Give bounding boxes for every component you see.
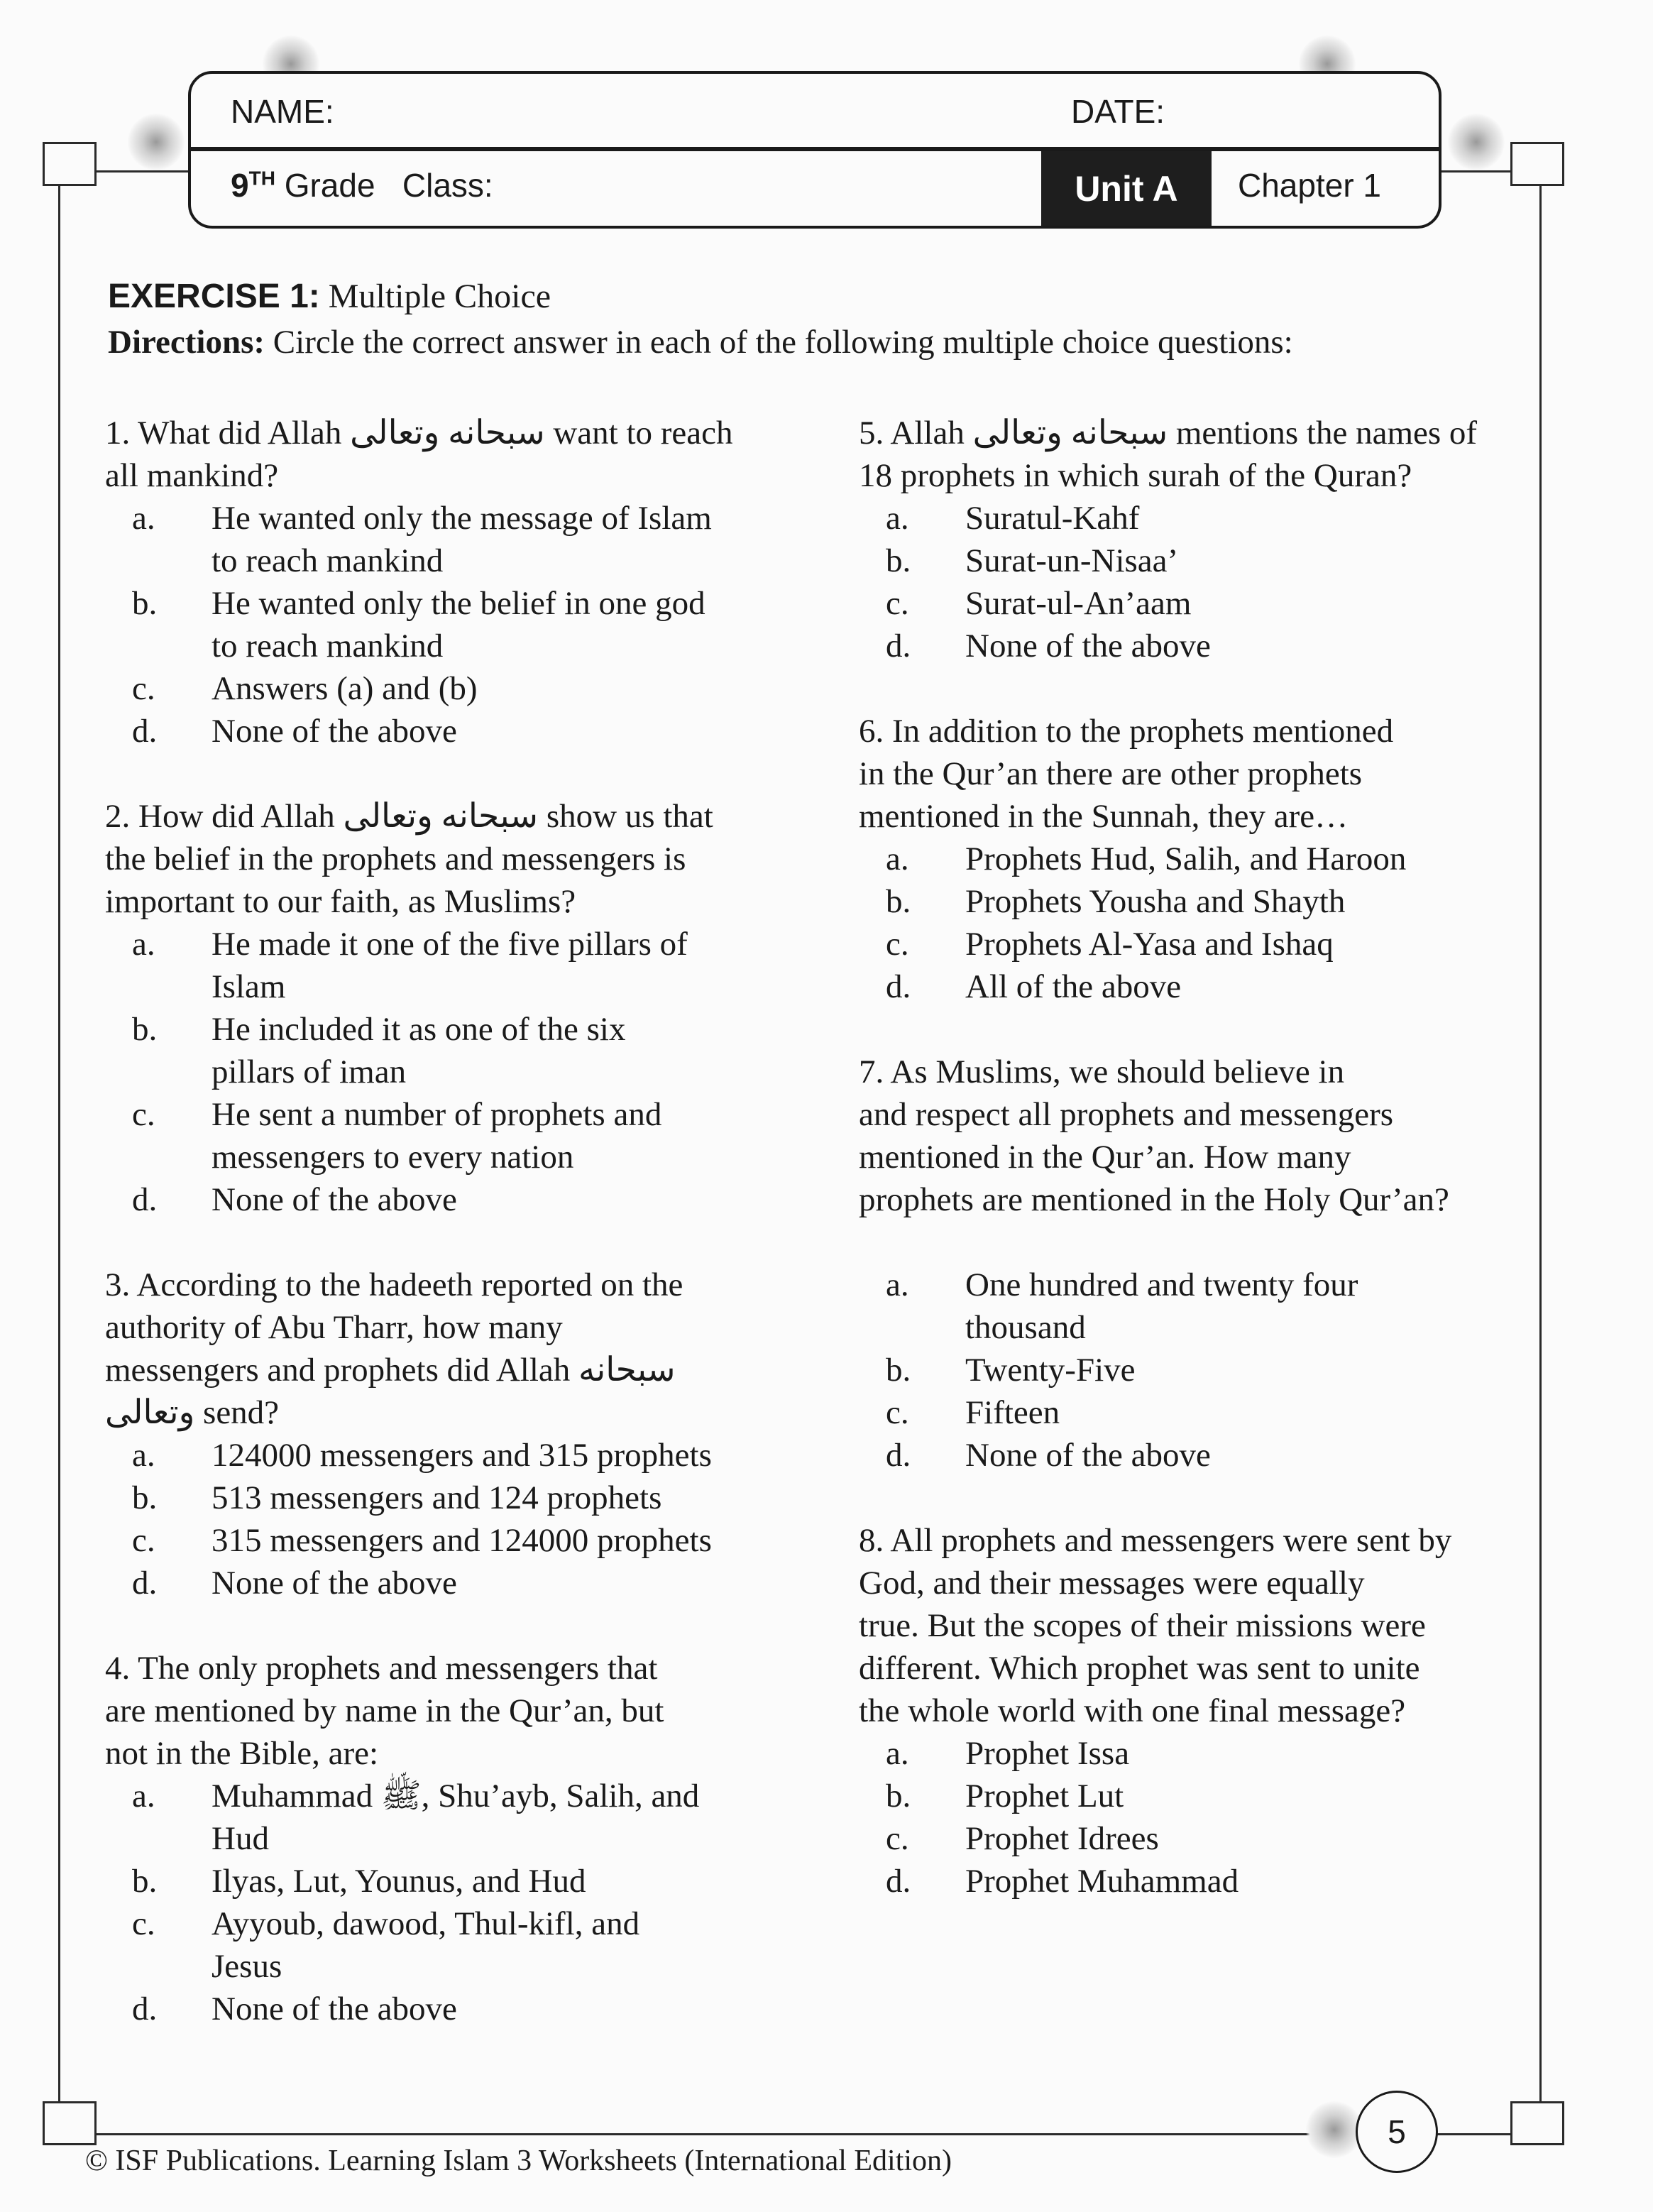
- answer-option[interactable]: [859, 880, 1569, 923]
- option-text: [212, 667, 815, 710]
- question-block: [105, 1647, 815, 2030]
- option-letter: c.: [886, 585, 909, 622]
- option-text: [212, 1477, 815, 1519]
- option-letter: a.: [886, 500, 909, 537]
- option-line: None of the above: [212, 1991, 457, 2027]
- worksheet-header: [188, 71, 1441, 229]
- option-text: [212, 710, 815, 752]
- option-text: [212, 1902, 815, 1988]
- option-text: [965, 1434, 1569, 1477]
- option-line: Prophet Issa: [965, 1735, 1130, 1772]
- option-line: One hundred and twenty four: [965, 1266, 1358, 1303]
- option-letter: c.: [886, 1394, 909, 1431]
- option-letter: b.: [886, 883, 911, 920]
- question-text: 2. How did Allah سبحانه وتعالى show us that: [105, 798, 713, 835]
- option-letter: b.: [132, 1479, 158, 1516]
- answer-option[interactable]: [105, 1860, 815, 1902]
- question-block: [859, 710, 1569, 1008]
- option-text: [212, 1988, 815, 2030]
- option-line: None of the above: [965, 1437, 1211, 1474]
- option-letter: c.: [132, 1096, 155, 1133]
- option-letter: d.: [132, 1991, 158, 2027]
- option-line: Answers (a) and (b): [212, 670, 478, 707]
- answer-option[interactable]: [859, 625, 1569, 667]
- copyright-footer: © ISF Publications. Learning Islam 3 Worksheets (International Edition): [85, 2145, 952, 2177]
- date-label: DATE:: [1071, 93, 1165, 130]
- option-letter: c.: [886, 1820, 909, 1857]
- floral-ornament-icon: [128, 114, 185, 170]
- option-text: [212, 1434, 815, 1477]
- option-text: [212, 1008, 815, 1093]
- exercise-subtitle: Multiple Choice: [328, 278, 551, 315]
- question-text: not in the Bible, are:: [105, 1735, 379, 1772]
- exercise-title: EXERCISE 1:: [108, 278, 320, 315]
- question-text: authority of Abu Tharr, how many: [105, 1309, 563, 1346]
- answer-option[interactable]: [105, 582, 815, 667]
- answer-option[interactable]: [105, 1093, 815, 1178]
- option-letter: d.: [886, 968, 911, 1005]
- question-block: [105, 412, 815, 752]
- answer-option[interactable]: [859, 1732, 1569, 1775]
- question-text: the belief in the prophets and messengers is: [105, 841, 686, 877]
- answer-option[interactable]: [859, 965, 1569, 1008]
- option-text: [212, 923, 815, 1008]
- option-line: Muhammad ﷺ, Shu’ayb, Salih, and: [212, 1778, 700, 1814]
- answer-option[interactable]: [105, 1988, 815, 2030]
- option-text: [965, 625, 1569, 667]
- option-text: [965, 1775, 1569, 1817]
- grade-class-label: [231, 166, 493, 204]
- option-line: None of the above: [212, 1181, 457, 1218]
- answer-option[interactable]: [859, 1391, 1569, 1434]
- header-divider: [191, 147, 1439, 151]
- question-text: وتعالى send?: [105, 1394, 280, 1431]
- directions-text: Circle the correct answer in each of the following multiple choice questions:: [273, 324, 1293, 361]
- answer-option[interactable]: [105, 1477, 815, 1519]
- question-text: mentioned in the Qur’an. How many: [859, 1139, 1351, 1176]
- option-letter: b.: [886, 542, 911, 579]
- answer-option[interactable]: [105, 667, 815, 710]
- option-line: He made it one of the five pillars of: [212, 926, 688, 963]
- option-text: [212, 1519, 815, 1562]
- question-text: the whole world with one final message?: [859, 1692, 1406, 1729]
- option-letter: b.: [132, 585, 158, 622]
- option-text: [965, 1391, 1569, 1434]
- answer-option[interactable]: [105, 1519, 815, 1562]
- option-text: [965, 540, 1569, 582]
- answer-option[interactable]: [105, 1775, 815, 1860]
- option-text: [212, 582, 815, 667]
- answer-option[interactable]: [105, 710, 815, 752]
- option-letter: b.: [132, 1011, 158, 1048]
- answer-option[interactable]: [859, 1775, 1569, 1817]
- option-letter: d.: [886, 1437, 911, 1474]
- directions-label: Directions:: [108, 324, 265, 361]
- option-letter: d.: [886, 628, 911, 664]
- option-letter: b.: [886, 1352, 911, 1389]
- question-text: and respect all prophets and messengers: [859, 1096, 1394, 1133]
- option-letter: b.: [132, 1863, 158, 1900]
- corner-ornament: [1510, 2101, 1564, 2145]
- name-label: NAME:: [231, 93, 334, 130]
- answer-option[interactable]: [105, 1902, 815, 1988]
- option-line: 315 messengers and 124000 prophets: [212, 1522, 712, 1559]
- answer-option[interactable]: [105, 1008, 815, 1093]
- option-letter: b.: [886, 1778, 911, 1814]
- option-text: [965, 1860, 1569, 1902]
- option-line: 124000 messengers and 315 prophets: [212, 1437, 712, 1474]
- option-line: He wanted only the message of Islam: [212, 500, 712, 537]
- option-line: Jesus: [212, 1948, 282, 1985]
- option-line: Ilyas, Lut, Younus, and Hud: [212, 1863, 586, 1900]
- option-letter: d.: [132, 713, 158, 750]
- question-text: 1. What did Allah سبحانه وتعالى want to reach: [105, 415, 733, 451]
- question-text: 8. All prophets and messengers were sent by: [859, 1522, 1452, 1559]
- directions: [108, 323, 1556, 361]
- corner-ornament: [1510, 142, 1564, 186]
- grade-number: 9: [231, 167, 249, 204]
- unit-badge: Unit A: [1041, 151, 1212, 226]
- question-text: 5. Allah سبحانه وتعالى mentions the names of: [859, 415, 1478, 451]
- option-text: [212, 1093, 815, 1178]
- option-letter: c.: [132, 1522, 155, 1559]
- corner-ornament: [43, 2101, 97, 2145]
- option-line: to reach mankind: [212, 542, 444, 579]
- question-text: 6. In addition to the prophets mentioned: [859, 713, 1394, 750]
- option-text: [965, 1264, 1569, 1349]
- option-line: Islam: [212, 968, 286, 1005]
- option-line: He included it as one of the six: [212, 1011, 626, 1048]
- option-text: [965, 1817, 1569, 1860]
- option-line: messengers to every nation: [212, 1139, 574, 1176]
- question-block: [859, 1051, 1569, 1477]
- page-number: 5: [1356, 2091, 1438, 2173]
- option-line: Fifteen: [965, 1394, 1060, 1431]
- option-line: None of the above: [212, 1565, 457, 1601]
- answer-option[interactable]: [105, 1178, 815, 1221]
- option-text: [965, 880, 1569, 923]
- option-line: Prophets Al-Yasa and Ishaq: [965, 926, 1334, 963]
- option-text: [965, 838, 1569, 880]
- answer-option[interactable]: [859, 923, 1569, 965]
- question-text: are mentioned by name in the Qur’an, but: [105, 1692, 664, 1729]
- question-text: 3. According to the hadeeth reported on the: [105, 1266, 683, 1303]
- question-text: important to our faith, as Muslims?: [105, 883, 576, 920]
- option-line: thousand: [965, 1309, 1086, 1346]
- question-block: [859, 412, 1569, 667]
- answer-option[interactable]: [859, 1434, 1569, 1477]
- option-text: [212, 1775, 815, 1860]
- option-letter: d.: [132, 1181, 158, 1218]
- option-line: Prophet Lut: [965, 1778, 1124, 1814]
- exercise-heading: [108, 277, 551, 316]
- option-letter: a.: [132, 1778, 155, 1814]
- option-line: to reach mankind: [212, 628, 444, 664]
- answer-option[interactable]: [859, 1349, 1569, 1391]
- question-text: messengers and prophets did Allah سبحانه: [105, 1352, 676, 1389]
- option-line: Hud: [212, 1820, 269, 1857]
- question-block: [859, 1519, 1569, 1902]
- chapter-label: Chapter 1: [1238, 167, 1382, 204]
- answer-option[interactable]: [859, 497, 1569, 540]
- option-line: Prophet Idrees: [965, 1820, 1159, 1857]
- option-text: [965, 1349, 1569, 1391]
- floral-ornament-icon: [1448, 114, 1505, 170]
- answer-option[interactable]: [105, 1434, 815, 1477]
- answer-option[interactable]: [859, 582, 1569, 625]
- floral-ornament-icon: [1306, 2101, 1363, 2158]
- option-line: Prophets Yousha and Shayth: [965, 883, 1346, 920]
- question-block: [105, 1264, 815, 1604]
- option-line: None of the above: [965, 628, 1211, 664]
- option-line: Twenty-Five: [965, 1352, 1136, 1389]
- grade-suffix: TH: [248, 167, 275, 190]
- option-text: [212, 1860, 815, 1902]
- answer-option[interactable]: [105, 1562, 815, 1604]
- option-letter: d.: [886, 1863, 911, 1900]
- option-text: [965, 965, 1569, 1008]
- answer-option[interactable]: [859, 1817, 1569, 1860]
- option-text: [212, 1562, 815, 1604]
- option-text: [965, 582, 1569, 625]
- left-column: [105, 412, 815, 2073]
- option-letter: a.: [132, 500, 155, 537]
- right-column: [859, 412, 1569, 1945]
- question-text: mentioned in the Sunnah, they are…: [859, 798, 1349, 835]
- option-line: None of the above: [212, 713, 457, 750]
- option-text: [965, 497, 1569, 540]
- option-line: All of the above: [965, 968, 1182, 1005]
- question-text: prophets are mentioned in the Holy Qur’an?: [859, 1181, 1449, 1218]
- corner-ornament: [43, 142, 97, 186]
- question-text: true. But the scopes of their missions were: [859, 1607, 1426, 1644]
- option-letter: c.: [132, 1905, 155, 1942]
- option-line: Ayyoub, dawood, Thul-kifl, and: [212, 1905, 640, 1942]
- option-line: Prophets Hud, Salih, and Haroon: [965, 841, 1407, 877]
- option-letter: a.: [132, 1437, 155, 1474]
- answer-option[interactable]: [859, 1860, 1569, 1902]
- option-line: 513 messengers and 124 prophets: [212, 1479, 662, 1516]
- option-text: [212, 1178, 815, 1221]
- option-line: Surat-un-Nisaa’: [965, 542, 1179, 579]
- option-line: Prophet Muhammad: [965, 1863, 1239, 1900]
- option-letter: a.: [886, 1735, 909, 1772]
- option-letter: c.: [886, 926, 909, 963]
- question-text: all mankind?: [105, 457, 279, 494]
- option-line: He wanted only the belief in one god: [212, 585, 705, 622]
- answer-option[interactable]: [859, 838, 1569, 880]
- question-text: 4. The only prophets and messengers that: [105, 1650, 658, 1687]
- option-text: [965, 1732, 1569, 1775]
- option-line: He sent a number of prophets and: [212, 1096, 662, 1133]
- option-line: Suratul-Kahf: [965, 500, 1140, 537]
- question-block: [105, 795, 815, 1221]
- option-line: pillars of iman: [212, 1053, 407, 1090]
- question-text: 7. As Muslims, we should believe in: [859, 1053, 1345, 1090]
- answer-option[interactable]: [105, 923, 815, 1008]
- question-text: God, and their messages were equally: [859, 1565, 1365, 1601]
- question-text: 18 prophets in which surah of the Quran?: [859, 457, 1412, 494]
- answer-option[interactable]: [105, 497, 815, 582]
- grade-rest: Grade Class:: [275, 167, 493, 204]
- question-text: different. Which prophet was sent to unite: [859, 1650, 1420, 1687]
- option-letter: a.: [886, 841, 909, 877]
- question-gap: [859, 1221, 1569, 1264]
- option-line: Surat-ul-An’aam: [965, 585, 1192, 622]
- question-text: in the Qur’an there are other prophets: [859, 755, 1363, 792]
- option-letter: d.: [132, 1565, 158, 1601]
- answer-option[interactable]: [859, 1264, 1569, 1349]
- option-letter: c.: [132, 670, 155, 707]
- answer-option[interactable]: [859, 540, 1569, 582]
- option-text: [965, 923, 1569, 965]
- option-letter: a.: [886, 1266, 909, 1303]
- option-text: [212, 497, 815, 582]
- option-letter: a.: [132, 926, 155, 963]
